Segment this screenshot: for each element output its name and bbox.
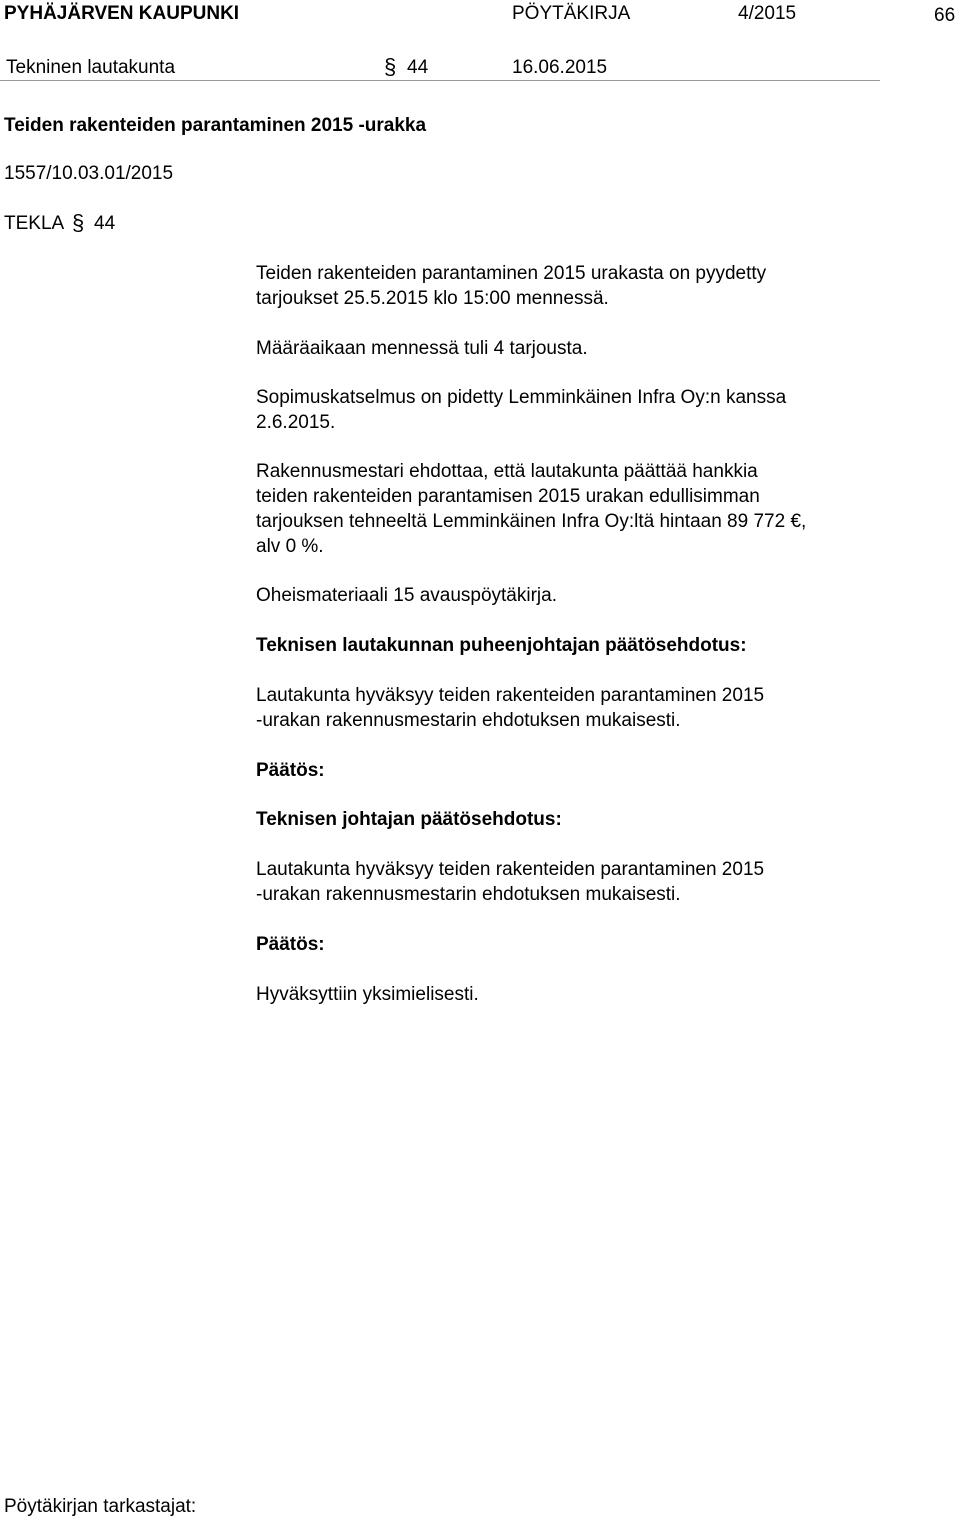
proposal-1-line-1: Lautakunta hyväksyy teiden rakenteiden parantaminen 2015: [256, 685, 765, 706]
meeting-date: 16.06.2015: [512, 57, 608, 78]
paragraph-1-line-1: Teiden rakenteiden parantaminen 2015 urakasta on pyydetty: [256, 263, 767, 284]
ref-label: TEKLA: [4, 213, 65, 234]
paragraph-1-line-2: tarjoukset 25.5.2015 klo 15:00 mennessä.: [256, 288, 609, 309]
paragraph-2: Määräaikaan mennessä tuli 4 tarjousta.: [256, 338, 588, 359]
paragraph-4-line-1: Rakennusmestari ehdottaa, että lautakunta päättää hankkia: [256, 461, 758, 482]
header-divider: [0, 80, 880, 81]
proposal-1-decision-label: Päätös:: [256, 760, 325, 781]
proposal-2-line-1: Lautakunta hyväksyy teiden rakenteiden parantaminen 2015: [256, 859, 765, 880]
ref-number: 44: [94, 213, 116, 234]
paragraph-4-line-3: tarjouksen tehneeltä Lemminkäinen Infra Oy:ltä hintaan 89 772 €,: [256, 511, 807, 532]
proposal-2-heading: Teknisen johtajan päätösehdotus:: [256, 809, 562, 830]
paragraph-5: Oheismateriaali 15 avauspöytäkirja.: [256, 585, 557, 606]
paragraph-3-line-2: 2.6.2015.: [256, 412, 336, 433]
paragraph-3-line-1: Sopimuskatselmus on pidetty Lemminkäinen Infra Oy:n kanssa: [256, 387, 787, 408]
record-number: 1557/10.03.01/2015: [4, 163, 174, 184]
section-symbol: §: [384, 54, 397, 79]
reviewers-label: Pöytäkirjan tarkastajat:: [4, 1496, 197, 1517]
proposal-2-decision-text: Hyväksyttiin yksimielisesti.: [256, 984, 479, 1005]
paragraph-4-line-2: teiden rakenteiden parantamisen 2015 urakan edullisimman: [256, 486, 760, 507]
page-number: 66: [934, 5, 956, 26]
proposal-2-line-2: -urakan rakennusmestarin ehdotuksen mukaisesti.: [256, 884, 681, 905]
organization-name: PYHÄJÄRVEN KAUPUNKI: [4, 3, 240, 24]
document-number: 4/2015: [738, 3, 797, 24]
paragraph-4-line-4: alv 0 %.: [256, 536, 324, 557]
document-type: PÖYTÄKIRJA: [512, 3, 631, 24]
proposal-1-line-2: -urakan rakennusmestarin ehdotuksen mukaisesti.: [256, 710, 681, 731]
proposal-1-heading: Teknisen lautakunnan puheenjohtajan päätösehdotus:: [256, 635, 747, 656]
ref-symbol: §: [72, 210, 85, 235]
proposal-2-decision-label: Päätös:: [256, 934, 325, 955]
committee-name: Tekninen lautakunta: [6, 57, 176, 78]
section-number: 44: [407, 57, 429, 78]
page-title: Teiden rakenteiden parantaminen 2015 -urakka: [4, 115, 427, 136]
